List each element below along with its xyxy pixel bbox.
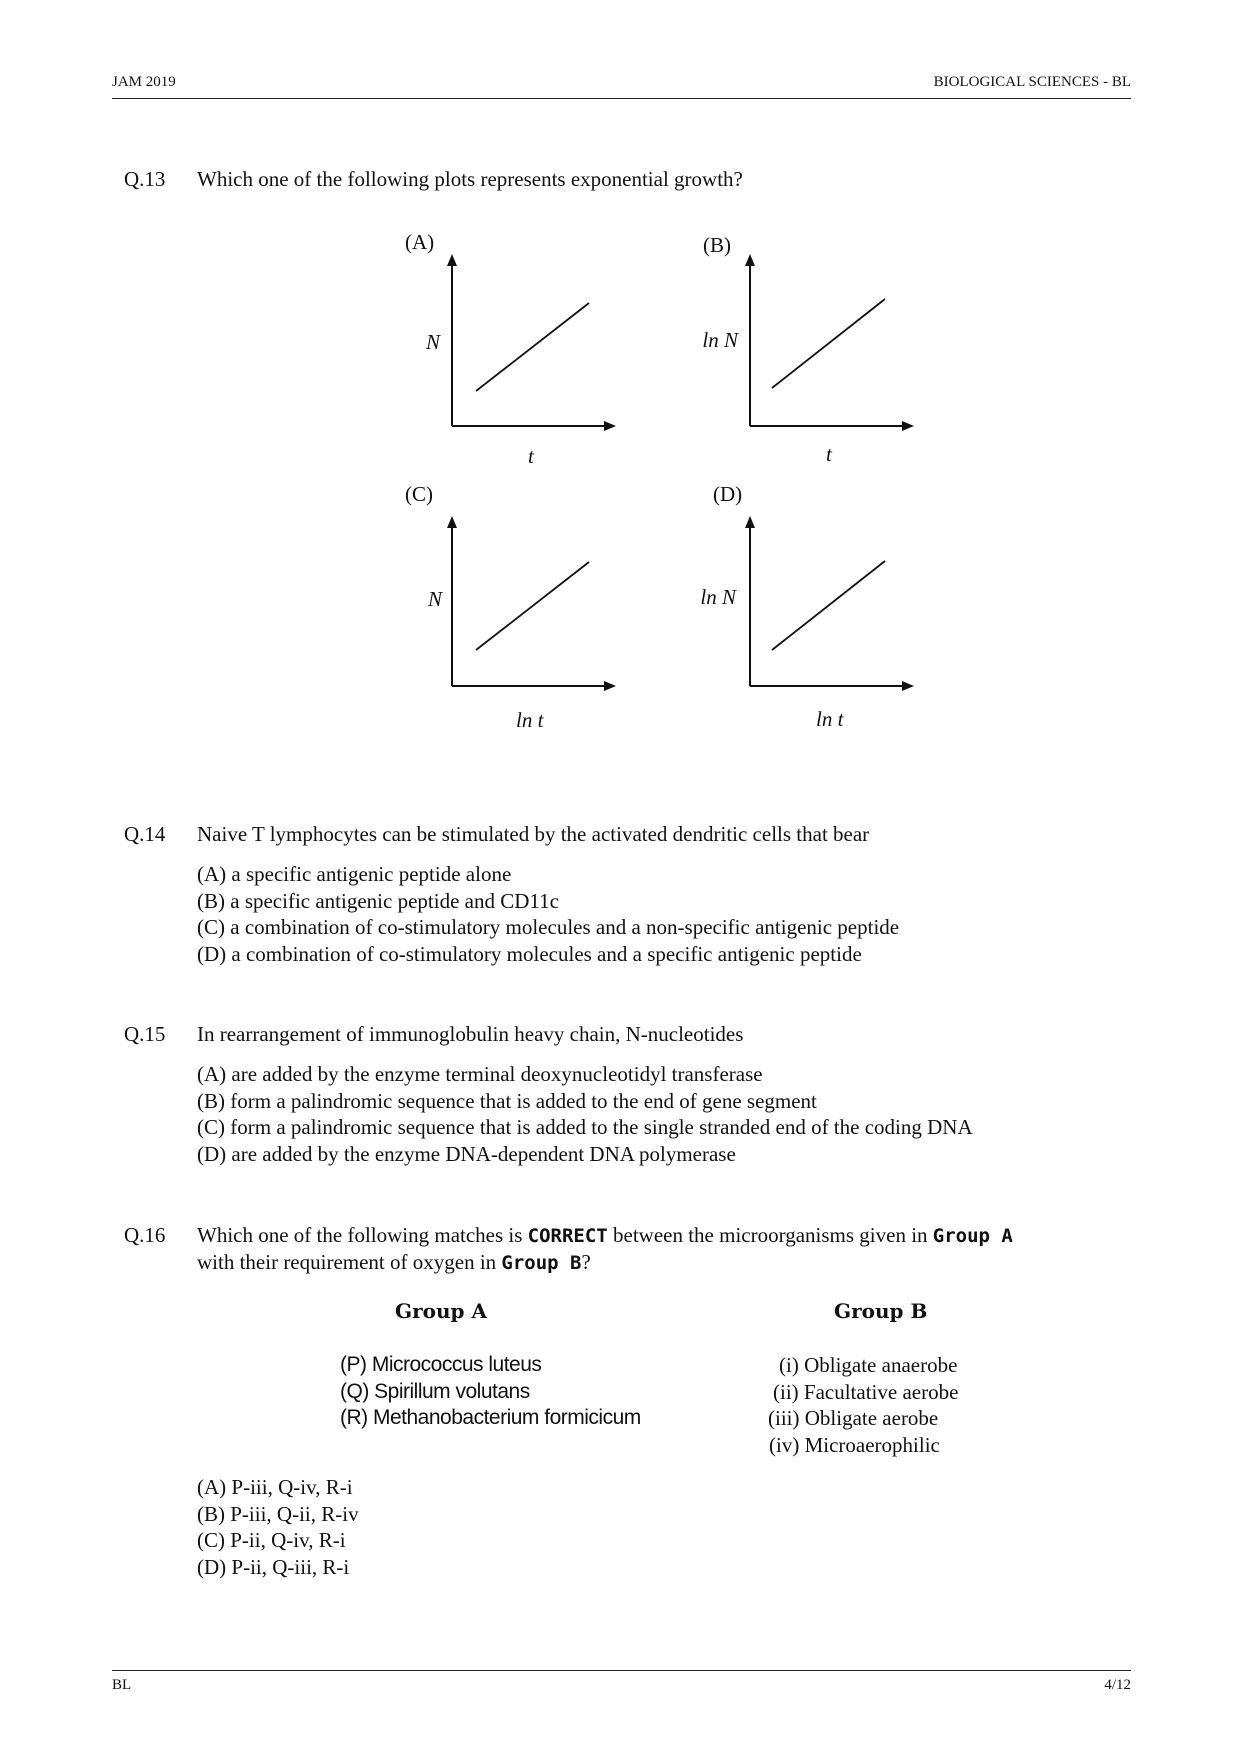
question-number: Q.16 [124, 1223, 166, 1247]
question-text-part: ? [581, 1250, 591, 1274]
question-number: Q.13 [124, 167, 166, 191]
question-text [197, 1222, 1197, 1276]
q16-options-list [197, 1474, 359, 1580]
paper-subject: BIOLOGICAL SCIENCES - BL [933, 74, 1131, 90]
y-axis-label: N [427, 587, 442, 611]
question-text-part: Which one of the following matches is [197, 1223, 528, 1247]
group-b-list [768, 1352, 958, 1458]
page-footer [112, 1670, 1131, 1695]
option-d: (D) a combination of co-stimulatory molecules and a specific antigenic peptide [197, 941, 862, 966]
x-axis-label: ln t [816, 707, 844, 731]
option-b: (B) form a palindromic sequence that is added to the end of gene segment [197, 1088, 817, 1113]
emphasis-group-b: Group B [501, 1252, 582, 1274]
option-d: (D) are added by the enzyme DNA-dependent DNA polymerase [197, 1141, 736, 1166]
question-text: In rearrangement of immunoglobulin heavy chain, N-nucleotides [197, 1022, 744, 1046]
plot-label: (C) [405, 482, 433, 506]
plot-axes [698, 482, 958, 722]
question-text-part: between the microorganisms given in [607, 1223, 933, 1247]
group-a-item: (Q) Spirillum volutans [340, 1379, 530, 1403]
plot-line [476, 562, 589, 650]
emphasis-group-a: Group A [932, 1225, 1013, 1247]
y-axis-label: ln N [702, 328, 738, 352]
group-b-item: (iii) Obligate aerobe [768, 1406, 939, 1430]
question-text-part: with their requirement of oxygen in [197, 1250, 502, 1274]
group-a-item: (P) Micrococcus luteus [340, 1353, 542, 1376]
group-a-list [340, 1352, 641, 1432]
option-c: (C) a combination of co-stimulatory molecules and a non-specific antigenic peptide [197, 915, 900, 939]
question-text: Naive T lymphocytes can be stimulated by the activated dendritic cells that bear [197, 822, 870, 846]
group-b-item: (i) Obligate anaerobe [779, 1353, 958, 1377]
option-a: (A) a specific antigenic peptide alone [197, 862, 512, 886]
option-b: (B) a specific antigenic peptide and CD11c [197, 888, 559, 913]
plot-label: (D) [713, 482, 743, 506]
group-a-item: (R) Methanobacterium formicicum [340, 1406, 641, 1429]
x-axis-label: t [826, 442, 832, 466]
page-header [112, 74, 1131, 99]
exam-name: JAM 2019 [112, 74, 176, 90]
plot-line [772, 299, 885, 388]
plot-d [698, 482, 958, 731]
x-axis-label: t [528, 444, 534, 468]
plot-b [698, 230, 958, 470]
plot-label: (B) [703, 233, 731, 257]
group-b-title: Group B [834, 1299, 928, 1323]
plot-line [476, 303, 589, 391]
plot-label: (A) [405, 230, 435, 254]
plot-c [400, 482, 660, 732]
option-c: (C) form a palindromic sequence that is added to the single stranded end of the coding DNA [197, 1115, 973, 1139]
option-a: (A) are added by the enzyme terminal deoxynucleotidyl transferase [197, 1062, 763, 1086]
options-list [197, 1061, 973, 1167]
question-number: Q.15 [124, 1022, 166, 1046]
question-number: Q.14 [124, 822, 166, 846]
x-axis-label: ln t [516, 708, 544, 732]
plot-line [772, 561, 885, 650]
option-a: (A) P-iii, Q-iv, R-i [197, 1475, 353, 1499]
option-d: (D) P-ii, Q-iii, R-i [197, 1554, 350, 1579]
group-b-item: (ii) Facultative aerobe [773, 1379, 959, 1404]
y-axis-label: N [425, 330, 440, 354]
plot-a [400, 230, 660, 470]
emphasis-correct: CORRECT [527, 1225, 608, 1247]
question-text: Which one of the following plots represents exponential growth? [197, 167, 743, 191]
paper-code: BL [112, 1677, 132, 1693]
option-b: (B) P-iii, Q-ii, R-iv [197, 1501, 359, 1526]
y-axis-label: ln N [700, 585, 736, 609]
group-a-title: Group A [395, 1299, 487, 1323]
option-c: (C) P-ii, Q-iv, R-i [197, 1528, 346, 1552]
page-number: 4/12 [1104, 1677, 1131, 1693]
options-list [197, 861, 899, 967]
group-b-item: (iv) Microaerophilic [769, 1432, 940, 1457]
